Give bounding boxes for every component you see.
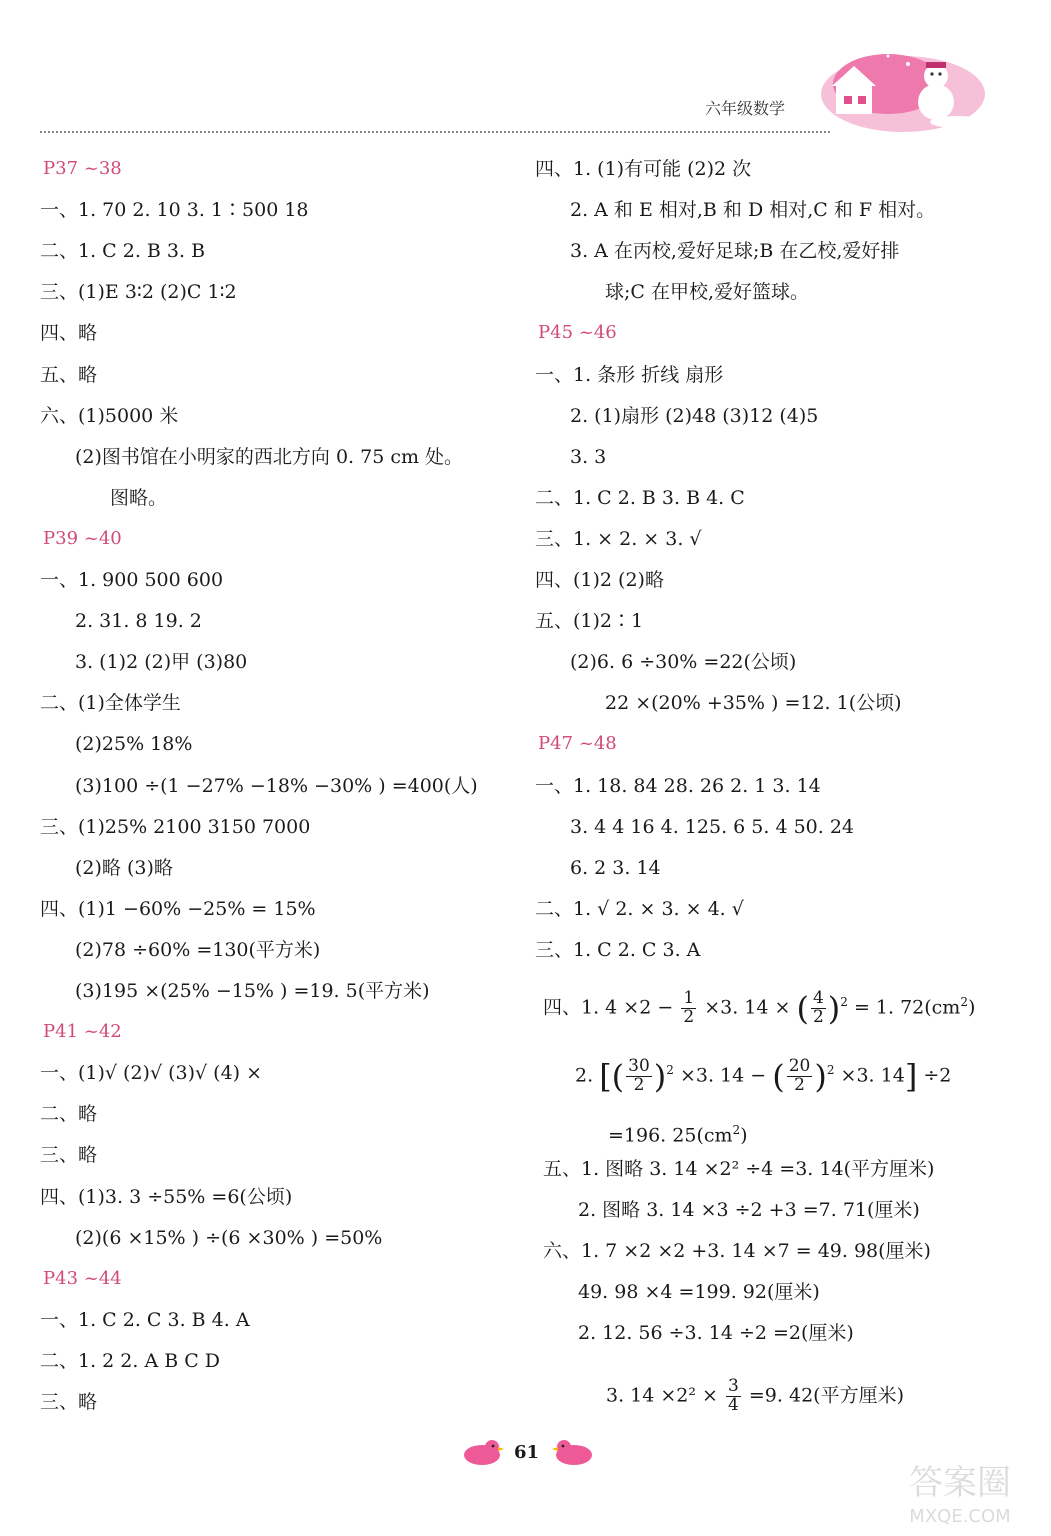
answer-line: 五、1. 图略 3. 14 ×2² ÷4 =3. 14(平方厘米) xyxy=(543,1158,935,1180)
bird-icon-right xyxy=(552,1437,598,1467)
page-range-heading: P47 ~48 xyxy=(538,733,617,755)
answer-line: 3. 4 4 16 4. 125. 6 5. 4 50. 24 xyxy=(570,815,855,838)
answer-line: 图略。 xyxy=(110,486,168,509)
formula-line-2: 2. [( $\frac{30}{2}$ )$^2$ ×3. 14 − ( $\frac{20}{2}$ )$^2$ ×3. 14] ÷2 xyxy=(575,1056,952,1096)
answer-line: 3. 3 xyxy=(570,445,607,468)
answer-line: 3. A 在丙校,爱好足球;B 在乙校,爱好排 xyxy=(570,240,900,263)
answer-line: 2. A 和 E 相对,B 和 D 相对,C 和 F 相对。 xyxy=(570,199,936,222)
formula-line-4: 3. 14 ×2² × $\frac{3}{4}$ =9. 42(平方厘米) xyxy=(606,1376,904,1415)
answer-line: 四、1. (1)有可能 (2)2 次 xyxy=(535,158,752,180)
page-range-heading: P39 ~40 xyxy=(43,527,122,549)
watermark-logo xyxy=(880,1458,1040,1528)
answer-line: 一、1. 900 500 600 xyxy=(40,569,224,591)
answer-line: 2. 31. 8 19. 2 xyxy=(75,610,202,633)
answer-line: (3)195 ×(25% −15% ) =19. 5(平方米) xyxy=(75,980,430,1002)
answer-line: 六、1. 7 ×2 ×2 +3. 14 ×7 = 49. 98(厘米) xyxy=(543,1240,931,1262)
answer-line: 一、1. C 2. C 3. B 4. A xyxy=(40,1308,250,1331)
answer-line: 49. 98 ×4 =199. 92(厘米) xyxy=(578,1281,820,1303)
answer-line: 3. (1)2 (2)甲 (3)80 xyxy=(75,651,248,674)
answer-line: (3)100 ÷(1 −27% −18% −30% ) =400(人) xyxy=(75,774,478,797)
answer-line: 二、略 xyxy=(40,1103,98,1126)
answer-line: 三、略 xyxy=(40,1144,98,1167)
header-divider xyxy=(40,131,830,133)
answer-line: 2. 12. 56 ÷3. 14 ÷2 =2(厘米) xyxy=(578,1322,854,1344)
svg-text:MXQE.COM: MXQE.COM xyxy=(909,1506,1011,1527)
answer-line: 一、1. 18. 84 28. 26 2. 1 3. 14 xyxy=(535,774,821,797)
answer-line: 三、(1)25% 2100 3150 7000 xyxy=(40,815,311,838)
answer-line: 6. 2 3. 14 xyxy=(570,856,661,879)
answer-line: 五、略 xyxy=(40,363,98,386)
answer-line: 六、(1)5000 米 xyxy=(40,404,179,427)
page-range-heading: P45 ~46 xyxy=(538,322,617,344)
snowman-house-illustration xyxy=(818,44,988,132)
answer-line: 球;C 在甲校,爱好篮球。 xyxy=(605,281,810,304)
answer-line: (2)25% 18% xyxy=(75,733,193,756)
answer-line: 2. (1)扇形 (2)48 (3)12 (4)5 xyxy=(570,404,819,427)
answer-line: 五、(1)2∶1 xyxy=(535,610,644,633)
answer-line: 二、1. 2 2. A B C D xyxy=(40,1349,221,1372)
page-number: 61 xyxy=(514,1442,540,1463)
answer-line: 四、(1)1 −60% −25% = 15% xyxy=(40,897,316,920)
answer-line: 三、1. C 2. C 3. A xyxy=(535,938,701,961)
answer-line: 22 ×(20% +35% ) =12. 1(公顷) xyxy=(605,692,902,715)
answer-line: 三、略 xyxy=(40,1391,98,1413)
answer-line: 一、1. 70 2. 10 3. 1∶500 18 xyxy=(40,199,309,222)
header-title: 六年级数学 xyxy=(705,99,786,118)
answer-line: (2)78 ÷60% =130(平方米) xyxy=(75,938,321,961)
svg-text:答案圈: 答案圈 xyxy=(909,1463,1011,1503)
answer-line: 四、略 xyxy=(40,322,98,345)
formula-line-3: =196. $25(cm^2)$ xyxy=(608,1123,748,1147)
page-range-heading: P43 ~44 xyxy=(43,1267,122,1289)
answer-line: 一、(1)√ (2)√ (3)√ (4) × xyxy=(40,1062,263,1085)
answer-line: (2)略 (3)略 xyxy=(75,856,173,879)
answer-line: (2)6. 6 ÷30% =22(公顷) xyxy=(570,651,797,674)
formula-line-1: 四、1. 4 ×2 − $\frac{1}{2}$ ×3. 14 × ( $\frac{4}{2}$ )$^2$ = 1. $72(cm^2)$ xyxy=(543,988,976,1028)
answer-line: 二、1. √ 2. × 3. × 4. √ xyxy=(535,897,744,920)
answer-line: (2)图书馆在小明家的西北方向 0. 75 cm 处。 xyxy=(75,445,464,468)
answer-line: 二、1. C 2. B 3. B 4. C xyxy=(535,486,745,509)
answer-line: (2)(6 ×15% ) ÷(6 ×30% ) =50% xyxy=(75,1226,383,1249)
answer-line: 四、(1)2 (2)略 xyxy=(535,569,664,591)
answer-line: 三、1. × 2. × 3. √ xyxy=(535,527,702,550)
answer-line: 四、(1)3. 3 ÷55% =6(公顷) xyxy=(40,1185,293,1208)
answer-line: 一、1. 条形 折线 扇形 xyxy=(535,363,724,386)
bird-icon-left xyxy=(458,1437,504,1467)
answer-line: 2. 图略 3. 14 ×3 ÷2 +3 =7. 71(厘米) xyxy=(578,1199,920,1221)
answer-line: 二、1. C 2. B 3. B xyxy=(40,240,206,263)
page-range-heading: P37 ~38 xyxy=(43,158,122,179)
answer-line: 三、(1)E 3∶2 (2)C 1∶2 xyxy=(40,281,237,304)
answer-line: 二、(1)全体学生 xyxy=(40,692,181,715)
page-range-heading: P41 ~42 xyxy=(43,1021,122,1043)
